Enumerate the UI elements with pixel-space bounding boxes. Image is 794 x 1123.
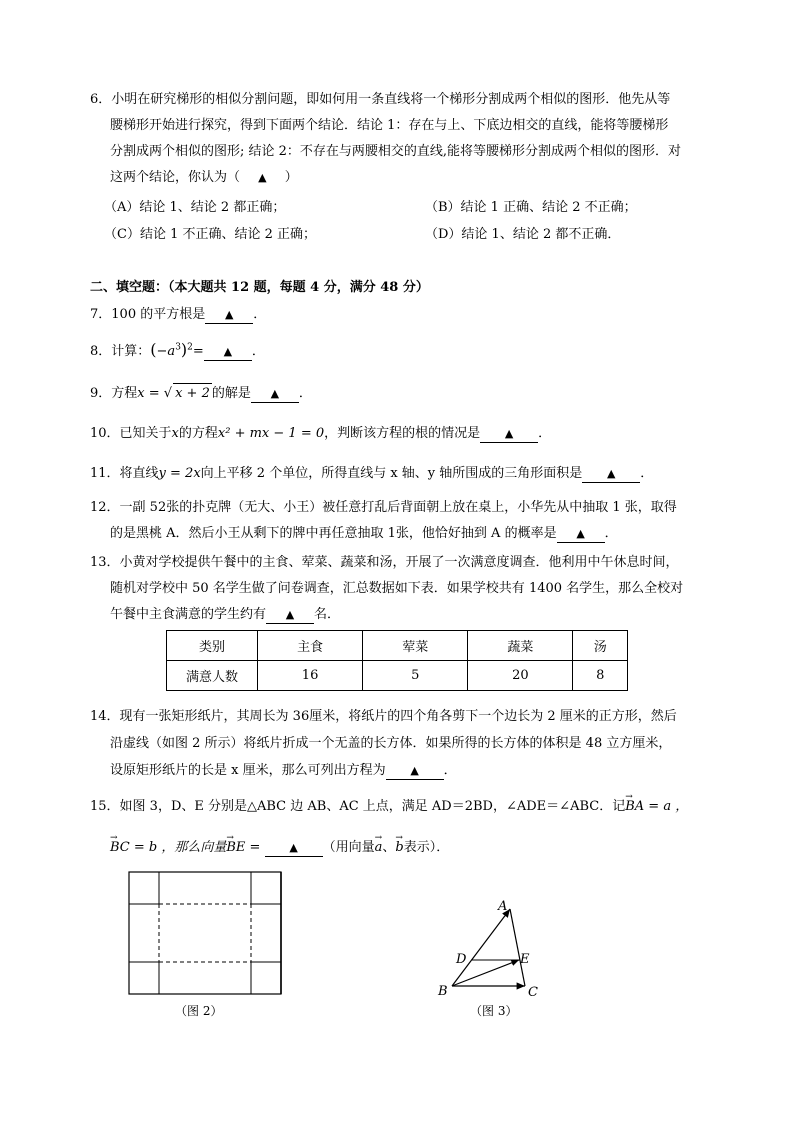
corner-square — [251, 872, 281, 904]
q8-text: 8．计算： — [90, 344, 151, 359]
figure-2 — [128, 871, 284, 997]
q10-equation: x² + mx − 1 = 0 — [217, 426, 325, 441]
vector-be: → BE — [226, 838, 245, 858]
q14-end: ． — [443, 763, 457, 778]
q15-text2: （用向量 — [322, 840, 375, 855]
q10-text: 10．已知关于 — [90, 426, 172, 441]
figure-3-label: （图 3） — [470, 1004, 518, 1018]
table-cell: 主食 — [258, 631, 363, 661]
q8-inner: −a — [156, 344, 176, 359]
q8 — [90, 340, 265, 362]
q10-mid1: 的方程 — [178, 426, 218, 441]
q6-line4-post: ） — [284, 170, 298, 185]
point-b: B — [438, 984, 448, 999]
q9-var: x — [137, 386, 145, 401]
q8-exp-inner: 3 — [175, 342, 181, 353]
q14-line1: 14．现有一张矩形纸片，其周长为 36厘米，将纸片的四个角各剪下一个边长为 2 厘米的正方形，然后 — [90, 709, 677, 724]
q9 — [90, 383, 312, 404]
answer-marker: ▲ — [224, 308, 234, 321]
vector-bc: → BC — [110, 838, 130, 858]
q13-line2: 随机对学校中 50 名学生做了问卷调查，汇总数据如下表．如果学校共有 1400 名学生，那么全校对 — [110, 581, 684, 596]
q7-text: 7．100 的平方根是 — [90, 307, 206, 322]
q15-eq: = — [245, 840, 265, 855]
answer-blank — [480, 426, 538, 443]
q10-end: ． — [538, 426, 552, 441]
q9-text: 9．方程 — [90, 386, 138, 401]
q15-sep: 、 — [382, 840, 396, 855]
answer-marker: ▲ — [270, 387, 280, 400]
q14-line3 — [110, 761, 457, 781]
q6-line4 — [110, 168, 298, 188]
q8-exp-outer: 2 — [187, 342, 193, 353]
q14-line2: 沿虚线（如图 2 所示）将纸片折成一个无盖的长方体．如果所得的长方体的体积是 48 立方厘米， — [110, 736, 672, 751]
q13-end: 名． — [314, 607, 341, 622]
answer-marker: ▲ — [410, 764, 419, 777]
figure-3 — [430, 893, 550, 1005]
vector-b: → b — [395, 838, 403, 858]
figure-2-label: （图 2） — [175, 1004, 223, 1018]
point-c: C — [528, 985, 538, 1000]
q6-line3: 分割成两个相似的图形; 结论 2：不存在与两腰相交的直线,能将等腰梯形分割成两个相似的图形．对 — [110, 144, 682, 159]
corner-square — [129, 962, 159, 994]
table-cell: 蔬菜 — [468, 631, 573, 661]
corner-square — [251, 962, 281, 994]
table-cell: 汤 — [573, 631, 628, 661]
q8-end: ． — [251, 344, 265, 359]
answer-marker: ▲ — [258, 171, 267, 184]
q9-end: ． — [298, 386, 312, 401]
corner-square — [129, 872, 159, 904]
q8-eq: = — [192, 344, 204, 359]
q12-line1: 12．一副 52张的扑克牌（无大、小王）被任意打乱后背面朝上放在桌上，小华先从中抽取 1 张，取得 — [90, 500, 677, 515]
sqrt-sign: √ — [163, 386, 173, 401]
q6-option-a: （A）结论 1、结论 2 都正确； — [104, 200, 286, 215]
table-cell: 满意人数 — [167, 661, 258, 691]
table-cell: 8 — [573, 661, 628, 691]
answer-marker: ▲ — [576, 527, 585, 540]
answer-marker: ▲ — [285, 608, 295, 621]
vector-a: → a — [375, 838, 383, 858]
q15-end: 表示）． — [403, 840, 450, 855]
q10-var: x — [171, 426, 179, 441]
point-a: A — [498, 899, 508, 914]
answer-blank — [386, 763, 444, 780]
q11-mid: 向上平移 2 个单位，所得直线与 x 轴、y 轴所围成的三角形面积是 — [200, 466, 583, 481]
q9-mid: 的解是 — [211, 386, 251, 401]
q12-end: ． — [604, 526, 618, 541]
q6-line2: 腰梯形开始进行探究，得到下面两个结论．结论 1：存在与上、下底边相交的直线，能将等腰梯形 — [110, 118, 669, 133]
q11-equation: y = 2x — [158, 466, 201, 481]
answer-blank — [204, 344, 252, 361]
q6-option-c: （C）结论 1 不正确、结论 2 正确； — [104, 227, 317, 242]
answer-marker: ▲ — [504, 427, 514, 440]
q12-text: 的是黑桃 A．然后小王从剩下的牌中再任意抽取 1张，他恰好抽到 A 的概率是 — [110, 526, 557, 541]
q13-text: 午餐中主食满意的学生约有 — [110, 607, 267, 622]
table-cell: 类别 — [167, 631, 258, 661]
answer-marker: ▲ — [223, 345, 233, 358]
q15-line1 — [90, 797, 688, 817]
q15-line2 — [110, 838, 449, 858]
q9-radicand: x + 2 — [173, 383, 212, 404]
table-cell: 荤菜 — [363, 631, 468, 661]
answer-blank — [205, 307, 253, 324]
point-d: D — [456, 952, 467, 967]
table-cell: 16 — [258, 661, 363, 691]
answer-blank — [251, 386, 299, 403]
paren-open: ( — [150, 340, 157, 359]
q10-mid2: ，判断该方程的根的情况是 — [324, 426, 481, 441]
table-cell: 20 — [468, 661, 573, 691]
answer-blank — [557, 526, 605, 543]
answer-marker: ▲ — [289, 841, 298, 854]
answer-blank — [265, 840, 323, 857]
table-header-row — [167, 631, 628, 661]
answer-marker: ▲ — [607, 467, 616, 480]
q7-end: ． — [253, 307, 267, 322]
q11 — [90, 464, 653, 484]
section-heading: 二、填空题：（本大题共 12 题，每题 4 分，满分 48 分） — [90, 280, 429, 295]
satisfaction-table — [166, 630, 628, 691]
q15-eq-a: = a ， — [644, 799, 689, 814]
answer-blank — [266, 607, 314, 624]
q6-option-b: （B）结论 1 正确、结论 2 不正确； — [425, 200, 637, 215]
q13-line1: 13．小黄对学校提供午餐中的主食、荤菜、蔬菜和汤，开展了一次满意度调查．他利用中午休息时间， — [90, 555, 679, 570]
paren-close: ) — [180, 340, 188, 359]
q6-line4-pre: 这两个结论，你认为（ — [110, 170, 241, 185]
table-cell: 5 — [363, 661, 468, 691]
paper-outline — [129, 872, 281, 994]
point-e: E — [520, 952, 530, 967]
q6-option-d: （D）结论 1、结论 2 都不正确． — [425, 227, 621, 242]
vector-ba: → BA — [625, 797, 644, 817]
table-row — [167, 661, 628, 691]
side-ac — [510, 909, 525, 986]
q13-line3 — [110, 605, 340, 625]
q10 — [90, 424, 551, 444]
q14-text: 设原矩形纸片的长是 x 厘米，那么可列出方程为 — [110, 763, 386, 778]
answer-blank — [582, 466, 640, 483]
q15-eq-b: = b ，那么向量 — [129, 840, 227, 855]
q15-text: 15．如图 3，D、E 分别是△ABC 边 AB、AC 上点，满足 AD＝2BD，∠ADE＝∠ABC．记 — [90, 799, 626, 814]
q11-text: 11．将直线 — [90, 466, 159, 481]
q9-eq: = — [144, 386, 164, 401]
q11-end: ． — [640, 466, 654, 481]
q12-line2 — [110, 524, 618, 544]
q6-line1: 6．小明在研究梯形的相似分割问题，即如何用一条直线将一个梯形分割成两个相似的图形．他先从等 — [90, 92, 671, 107]
q7 — [90, 305, 266, 325]
